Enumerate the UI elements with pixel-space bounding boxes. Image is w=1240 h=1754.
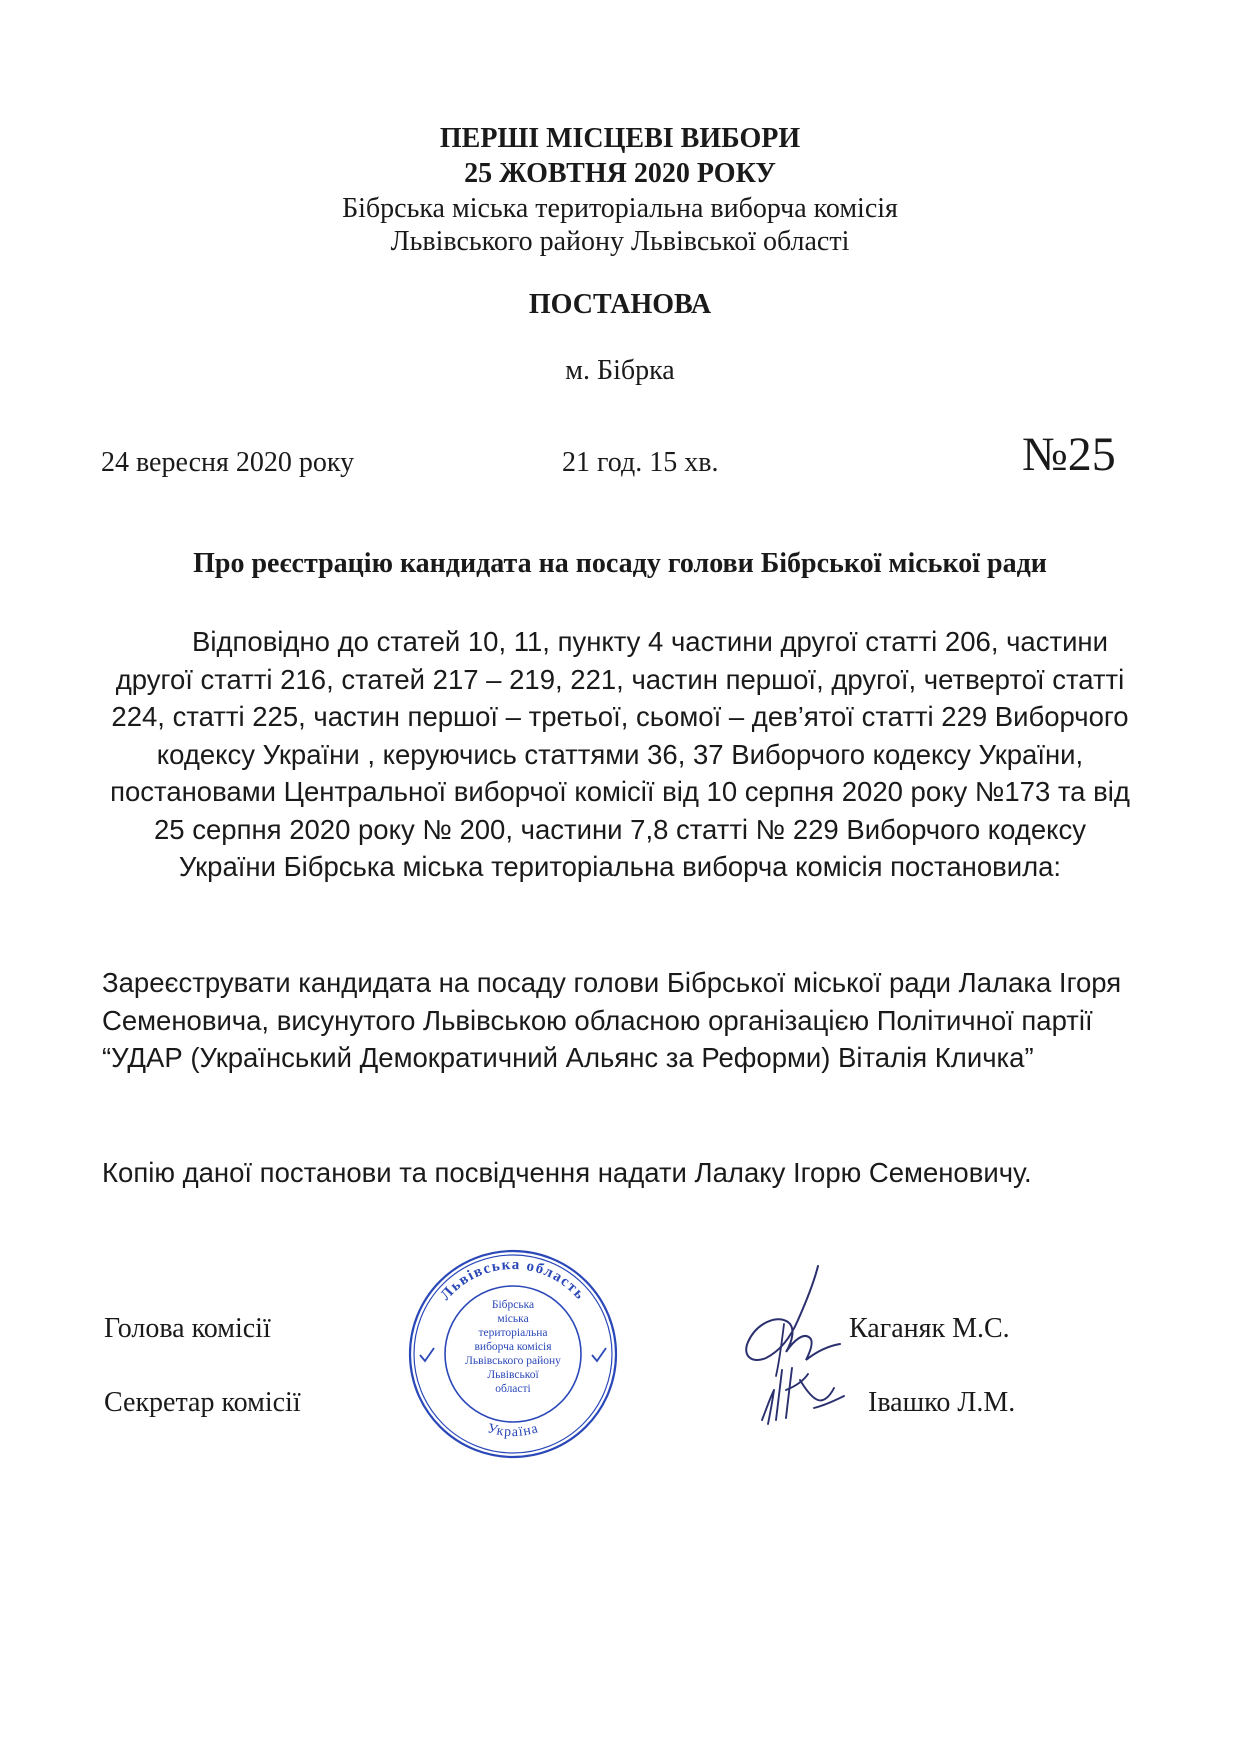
stamp-outer-top-text: Львівська область <box>437 1256 589 1304</box>
svg-text:Україна <box>486 1421 541 1440</box>
stamp-inner-line: області <box>495 1383 531 1395</box>
stamp-inner-line: Львівського району <box>465 1355 561 1367</box>
document-city: м. Бібрка <box>565 355 675 386</box>
document-number: №25 <box>1022 428 1116 481</box>
header-election-title: ПЕРШІ МІСЦЕВІ ВИБОРИ <box>439 123 801 154</box>
stamp-inner-line: Львівської <box>487 1369 539 1381</box>
secretary-signature-icon <box>756 1350 851 1430</box>
stamp-inner-line: Бібрська <box>491 1299 535 1311</box>
decision-paragraph: Зареєструвати кандидата на посаду голови Бібрської міської ради Лалака Ігоря Семеновича, висунутого Львівською обласною організацією Політичної партії “УДАР (Український Демократичний Альянс за Реформи) Віталія Кличка” <box>102 967 1122 1073</box>
stamp-inner-line: міська <box>497 1313 529 1325</box>
header-commission-region: Львівського району Львівської області <box>390 226 850 257</box>
legal-basis-text: Відповідно до статей 10, 11, пункту 4 частини другої статті 206, частини другої статті 216, статей 217 – 219, 221, частин першої, другої, четвертої статті 224, статті 225, частин першої – третьої, сьомої – дев’ятої статті 229 Виборчого кодексу України , керуючись статтями 36, 37 Виборчого кодексу України, постановами Центральної виборчої комісії від 10 серпня 2020 року №173 та від 25 серпня 2020 року № 200, частини 7,8 статті № 229 Виборчого кодексу України Бібрська міська територіальна виборча комісія постановила: <box>110 626 1130 882</box>
document-time: 21 год. 15 хв. <box>562 447 719 478</box>
stamp-check-right-icon <box>592 1348 606 1361</box>
chair-name: Каганяк М.С. <box>849 1313 1010 1344</box>
stamp-check-left-icon <box>420 1348 434 1361</box>
secretary-name: Івашко Л.М. <box>868 1387 1016 1418</box>
header-election-date: 25 ЖОВТНЯ 2020 РОКУ <box>464 158 776 189</box>
commission-stamp <box>404 1245 622 1463</box>
legal-basis-paragraph <box>105 623 1135 886</box>
resolution-subject: Про реєстрацію кандидата на посаду голови Бібрської міської ради <box>193 548 1047 579</box>
chair-label: Голова комісії <box>104 1313 271 1344</box>
document-type: ПОСТАНОВА <box>528 289 712 320</box>
document-date: 24 вересня 2020 року <box>101 447 355 478</box>
svg-text:Львівська область <box>438 1257 589 1304</box>
stamp-inner-line: територіальна <box>478 1327 548 1339</box>
copy-instruction-paragraph: Копію даної постанови та посвідчення надати Лалаку Ігорю Семеновичу. <box>102 1157 1032 1188</box>
secretary-label: Секретар комісії <box>104 1387 301 1418</box>
header-commission-name: Бібрська міська територіальна виборча комісія <box>342 193 898 224</box>
stamp-inner-line: виборча комісія <box>474 1341 552 1353</box>
stamp-outer-bottom-text: Україна <box>485 1421 541 1441</box>
